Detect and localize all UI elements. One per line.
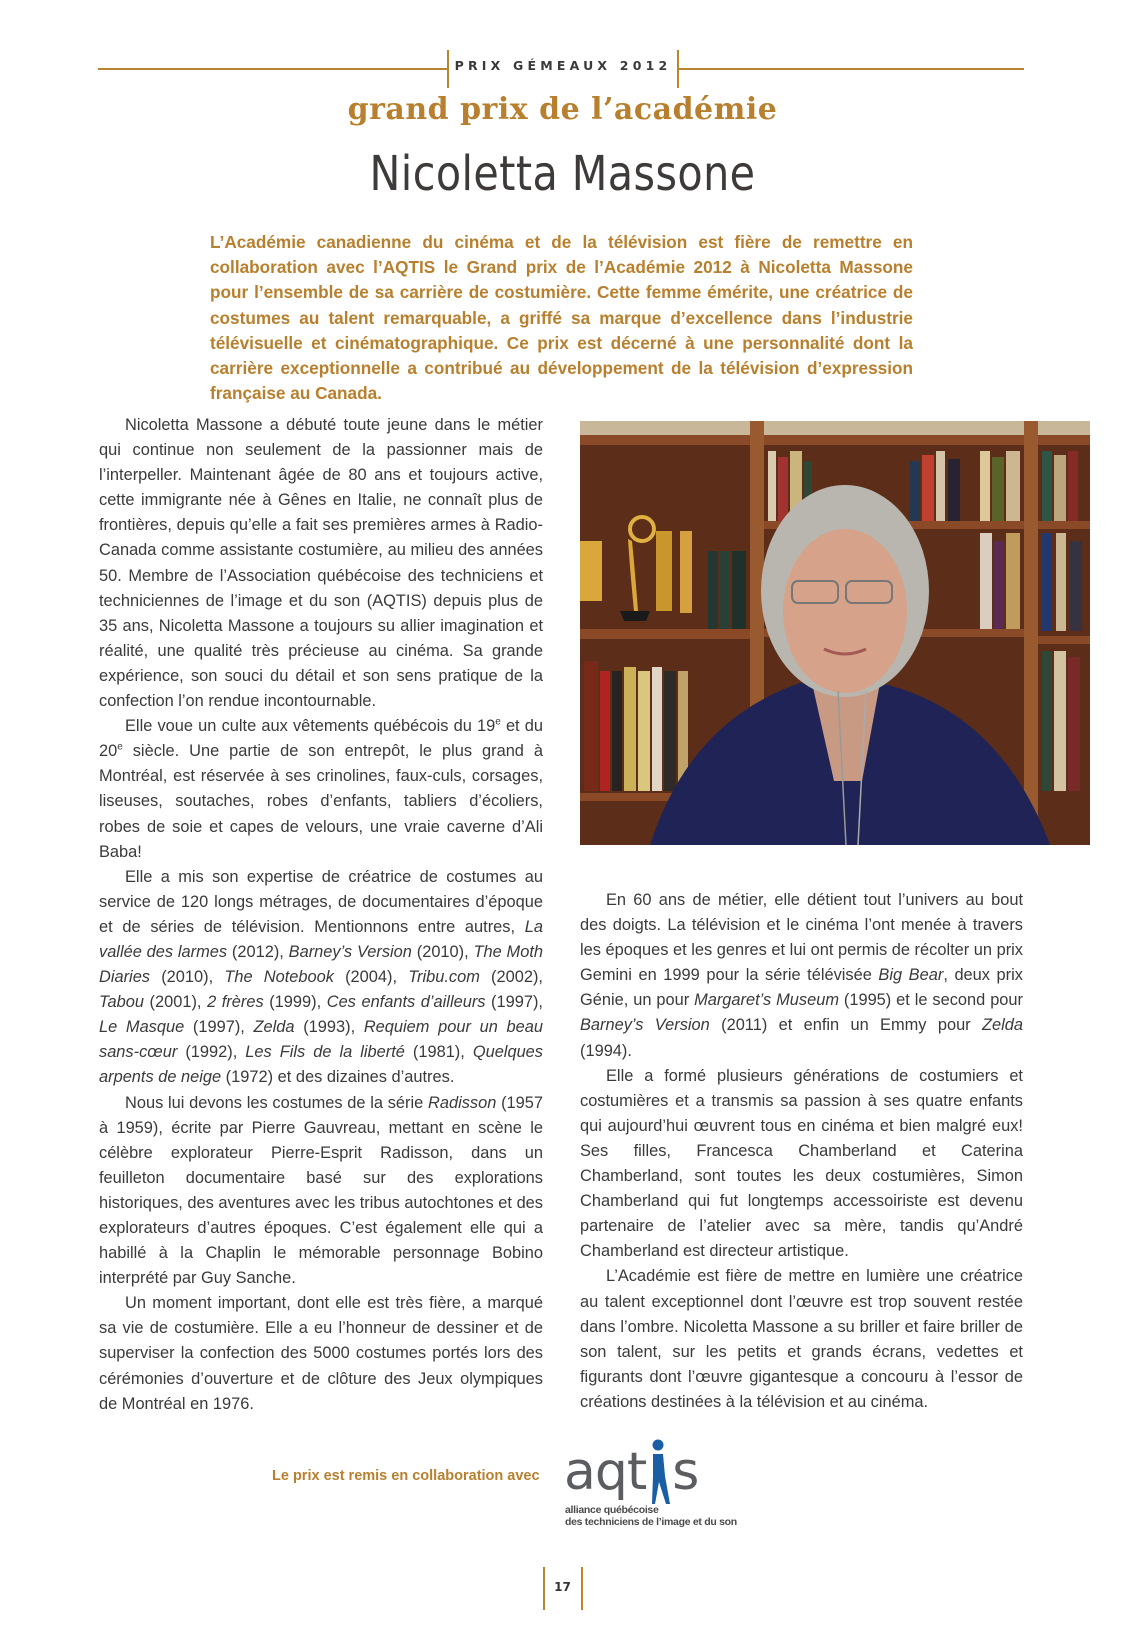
work-year: (2010), — [411, 942, 474, 961]
body-paragraph: En 60 ans de métier, elle détient tout l’univers au bout des doigts. La télévision et le cinéma l’ont menée à travers les époques et les genres et lui ont permis de récolter un prix Gemini en 1999 pour la série télévisée Big Bear, deux prix Génie, un pour Margaret’s Museum (1995) et le second pour Barney’s Version (2011) et enfin un Emmy pour Zelda (1994). — [580, 891, 1023, 1060]
logo-wordmark-head: aqt — [564, 1442, 647, 1502]
laureate-name: Nicoletta Massone — [369, 146, 756, 202]
work-year: (2012), — [227, 942, 289, 961]
page-number: 17 — [554, 1580, 571, 1594]
work-year: (1981), — [404, 1043, 473, 1062]
body-paragraph: Nous lui devons les costumes de la série Radisson (1957 à 1959), écrite par Pierre Gauvreau, mettant en scène le célèbre explorateur Pierre-Esprit Radisson, dans un feuilleton documentaire basé sur des explorations historiques, des aventures avec les tribus autochtones et des explorateurs d’autres époques. C’est également elle qui a habillé à la Chaplin le mémorable personnage Bobino interprété par Guy Sanche. — [99, 1093, 543, 1288]
person-figure-icon — [644, 1438, 674, 1508]
work-title: Quelques arpents de neige — [99, 1043, 543, 1087]
work-year: (1993), — [294, 1018, 364, 1037]
body-paragraph: Nicoletta Massone a débuté toute jeune dans le métier qui continue non seulement de la passionner mais de l’interpeller. Maintenant âgée de 80 ans et toujours active, cette immigrante née à Gênes en Italie, ne connaît plus de frontières, depuis qu’elle a fait ses premières armes à Radio-Canada comme assistante costumière, au milieu des années 50. Membre de l’Association québécoise des techniciens et techniciennes de l’image et du son (AQTIS) depuis plus de 35 ans, Nicoletta Massone a toujours su allier imagination et réalité, une qualité très précieuse au cinéma. Sa grande expérience, son souci du détail et son sens pratique de la confection l’on rendue incontournable. — [99, 416, 543, 711]
work-title: Margaret’s Museum — [694, 991, 839, 1010]
work-year: (2010), — [150, 968, 225, 987]
work-title: Barney’s Version — [288, 942, 412, 961]
header-rule-left — [98, 68, 447, 70]
work-title: Radisson — [428, 1093, 497, 1112]
work-year: (2002), — [479, 968, 543, 987]
body-paragraph: Un moment important, dont elle est très fière, a marqué sa vie de costumière. Elle a eu l’honneur de dessiner et de superviser la confection des 5000 costumes portés lors des cérémonies d’ouverture et de clôture des Jeux olympiques de Montréal en 1976. — [99, 1294, 543, 1413]
work-title: Big Bear — [878, 966, 944, 985]
header-rule-right — [678, 68, 1024, 70]
work-title: Tabou — [99, 993, 144, 1012]
portrait-photo — [580, 421, 1090, 845]
work-title: Les Fils de la liberté — [245, 1043, 405, 1062]
work-title: Le Masque — [99, 1018, 185, 1037]
logo-wordmark — [564, 1442, 698, 1502]
work-title: Zelda — [981, 1016, 1023, 1035]
header-kicker: PRIX GÉMEAUX 2012 — [454, 58, 672, 73]
work-title: Tribu.com — [408, 968, 480, 987]
work-title: The Moth Diaries — [99, 942, 543, 987]
work-year: (1992), — [177, 1043, 246, 1062]
work-year: (1997), — [485, 993, 543, 1012]
work-title: La vallée des larmes — [99, 917, 543, 961]
work-title: The Notebook — [224, 968, 334, 987]
work-title: Ces enfants d’ailleurs — [326, 993, 486, 1012]
body-paragraph: Elle a formé plusieurs générations de costumiers et costumières et a transmis sa passion à ses quatre enfants qui aujourd’hui œuvrent tous en cinéma et bien malgré eux! Ses filles, Francesca Chamberland et Caterina Chamberland, sont toutes les deux costumières, Simon Chamberland qui fut longtemps accessoiriste est devenu partenaire de l’atelier avec sa mère, tandis qu’André Chamberland est directeur artistique. — [580, 1066, 1023, 1261]
body-paragraph-filmography: Elle a mis son expertise de créatrice de costumes au service de 120 longs métrages, de documentaires d’époque et de séries de télévision. Mentionnons entre autres, La vallée des larmes (2012), Barney’s Version (2010), The Moth Diaries (2010), The Notebook (2004), Tribu.com (2002), Tabou (2001), 2 frères (1999), Ces enfants d’ailleurs (1997), Le Masque (1997), Zelda (1993), Requiem pour un beau sans-cœur (1992), Les Fils de la liberté (1981), Quelques arpents de neige (1972) et des dizaines d’autres. — [99, 867, 543, 1087]
work-year: (1972) — [221, 1068, 274, 1087]
work-title: Zelda — [253, 1018, 295, 1037]
body-paragraph: Elle voue un culte aux vêtements québécois du 19e et du 20e siècle. Une partie de son entrepôt, le plus grand à Montréal, est réservée à ses crinolines, faux-culs, corsages, liseuses, soutaches, robes d’enfants, tabliers d’écoliers, robes de soie et capes de velours, une vraie caverne d’Ali Baba! — [99, 716, 543, 861]
body-paragraph: L’Académie est fière de mettre en lumière une créatrice au talent exceptionnel dont l’œuvre est trop souvent restée dans l’ombre. Nicoletta Massone a su briller et faire briller de son talent, sur les petits et grands écrans, vedettes et figurants dont l’œuvre gigantesque a concouru à l’essor de créations destinées à la télévision et au cinéma. — [580, 1267, 1023, 1411]
work-year: (2001), — [143, 993, 208, 1012]
work-title: Requiem pour un beau sans-cœur — [99, 1018, 543, 1062]
work-year: (2004), — [333, 968, 409, 987]
intro-paragraph: L’Académie canadienne du cinéma et de la télévision est fière de remettre en collaboration avec l’AQTIS le Grand prix de l’Académie 2012 à Nicoletta Massone pour l’ensemble de sa carrière de costumière. Cette femme émérite, une créatrice de costumes au talent remarquable, a griffé sa marque d’excellence dans l’industrie télévisuelle et cinématographique. Ce prix est décerné à une personnalité dont la carrière exceptionnelle a contribué au développement de la télévision d’expression française au Canada. — [210, 232, 913, 404]
body-column-right — [580, 888, 1023, 1415]
logo-subtitle: alliance québécoise des techniciens de l’image et du son — [565, 1504, 737, 1528]
award-category: grand prix de l’académie — [347, 92, 778, 127]
collaboration-note: Le prix est remis en collaboration avec — [272, 1468, 540, 1484]
work-year: (1999), — [263, 993, 327, 1012]
body-column-left — [99, 413, 543, 1417]
work-year: (1997), — [184, 1018, 254, 1037]
work-title: 2 frères — [207, 993, 264, 1012]
logo-figure-slot — [646, 1442, 672, 1502]
aqtis-logo — [562, 1442, 762, 1537]
page-rule-right — [581, 1567, 583, 1610]
work-title: Barney’s Version — [580, 1016, 710, 1035]
logo-wordmark-tail: s — [672, 1442, 699, 1502]
